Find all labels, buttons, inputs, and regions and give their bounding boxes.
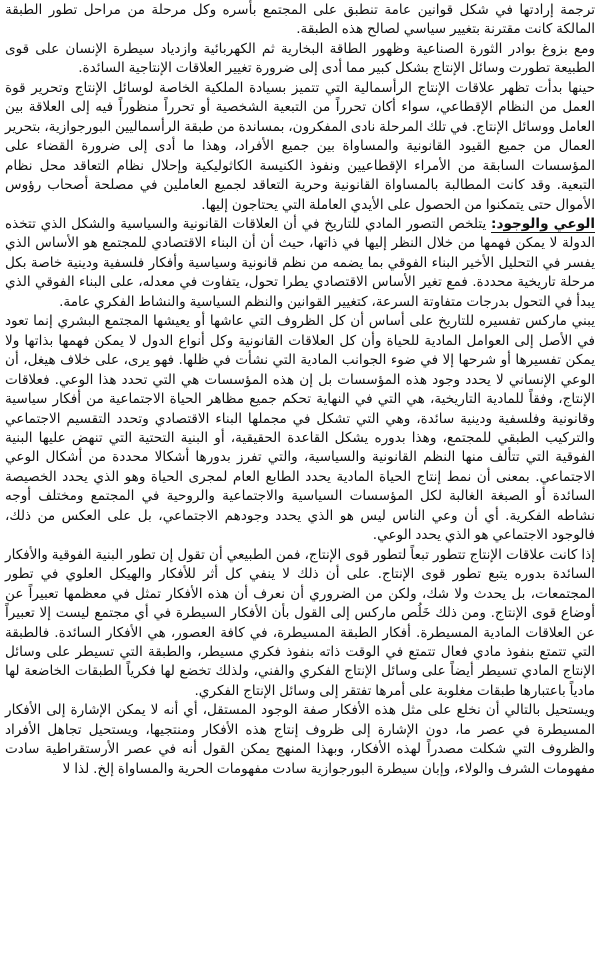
paragraph-1-text: ترجمة إرادتها في شكل قوانين عامة تنطبق على المجتمع بأسره وكل مرحلة من مراحل تطور الطبقة المالكة كانت مقترنة بتغيير سياسي لصالح هذه الطبقة. (5, 2, 595, 38)
paragraph-1 (5, 1, 595, 40)
paragraph-3-text: حينها بدأت تظهر علاقات الإنتاج الرأسمالية التي تتميز بسيادة الملكية الخاصة لوسائل الإنتاج وتحرير قوة العمل من النظام الإقطاعي، سواء أكان تحرراً من التبعية الشخصية أو تحرراً منظوراً فيه إلى العلاقة بين العامل ووسائل الإنتاج. في تلك المرحلة نادى المفكرون، بمساندة من طبقة الرأسماليين البورجوازية، بتحرير العمال من جميع القيود القانونية والمساواة بين جميع الأفراد، وهذا ما أدى إلى ضرورة القضاء على المؤسسات السابقة من الأمراء الإقطاعيين ونفوذ الكنيسة الكاثوليكية وإحلال نظام التعاقد محل نظام التبعية. وقد كانت المطالبة بالمساواة القانونية وحرية التعاقد لجميع العاملين في مصلحة أصحاب رؤوس الأموال حتى يتمكنوا من الحصول على الأيدي العاملة التي يحتاجون إليها. (5, 79, 595, 213)
document-page (5, 1, 595, 779)
paragraph-7 (5, 701, 595, 779)
paragraph-7-text: ويستحيل بالتالي أن نخلع على مثل هذه الأفكار صفة الوجود المستقل، أي أنه لا يمكن الإشارة إلى الأفكار المسيطرة في عصر ما، دون الإشارة إلى ظروف إنتاج هذه الأفكار ومنتجيها، ويستحيل تجاهل الأفراد والظروف التي شكلت مصدراً لهذه الأفكار، وبهذا المنهج يمكن القول أنه في عصر الأرستقراطية سادت مفهومات الشرف والولاء، وإبان سيطرة البورجوازية سادت مفهومات الحرية والمساواة إلخ. لذا لا (5, 702, 595, 777)
paragraph-6 (5, 546, 595, 702)
paragraph-2-text: ومع بزوغ بوادر الثورة الصناعية وظهور الطاقة البخارية ثم الكهربائية وازدياد سيطرة الإنسان على قوى الطبيعة تطورت وسائل الإنتاج بشكل كبير مما أدى إلى ضرورة تغيير العلاقات الإنتاجية السائدة. (5, 40, 595, 77)
section-heading-consciousness-existence: الوعي والوجود: (491, 215, 596, 232)
paragraph-2 (5, 40, 595, 79)
paragraph-5-text: يبني ماركس تفسيره للتاريخ على أساس أن كل الظروف التي عاشها أو يعيشها المجتمع البشري إنما تعود في الأصل إلى العوامل المادية للحياة وأن كل العلاقات القانونية وكل أنواع الدول لا يمكن فهمها بذاتها ولا يمكن تفسيرها أو شرحها إلا في ضوء الجوانب المادية التي نشأت في ظلها. فهو يرى، على خلاف هيغل، أن الوعي الإنساني لا يحدد وجود هذه المؤسسات بل إن هذه المؤسسات هي التي تحدد هذا الوعي. فعلاقات الإنتاج، وفقاً للمادية التاريخية، هي التي في النهاية تحكم جميع مظاهر الحياة الاجتماعية من أفكار سياسية وقانونية وفلسفية ودينية سائدة، وهي التي تشكل في مجملها البناء الاقتصادي وتحدد التقسيم الاجتماعي والتركيب الطبقي للمجتمع، وهذا بدوره يشكل القاعدة الحقيقية، أو البنية التحتية التي تنهض عليها البنية الفوقية التي تتألف منها النظم القانونية والسياسية، والتي تفرز بدورها أشكالا محددة من أشكال الوعي الاجتماعي. بمعنى أن نمط إنتاج الحياة المادية يحدد الطابع العام لمجرى الحياة وهو الذي يحدد الخصيصة السائدة أو الصبغة الغالبة لكل المؤسسات السياسية والاجتماعية والروحية في المجتمع ومختلف أوجه نشاطه الفكرية. أي أن وعي الناس ليس هو الذي يحدد وجودهم الاجتماعي، بل على العكس من ذلك، فالوجود الاجتماعي هو الذي يحدد الوعي. (5, 313, 595, 544)
paragraph-3 (5, 79, 595, 215)
paragraph-4 (5, 215, 595, 312)
paragraph-6-text: إذا كانت علاقات الإنتاج تتطور تبعاً لتطور قوى الإنتاج، فمن الطبيعي أن تقول إن تطور البنية الفوقية والأفكار السائدة بدوره يتبع تطور قوى الإنتاج. على أن ذلك لا ينفي كل أثر للأفكار والهيكل العلوي في تطور المجتمعات، بل يحدث ولا شك، ولكن من الضروري أن نعرف أن هذه الأفكار تمثل في معظمها تعبيراً عن أوضاع قوى الإنتاج. ومن ذلك خَلُص ماركس إلى القول بأن الأفكار السيطرة في أي مجتمع ليست إلا تعبيراً عن العلاقات المادية المسيطرة. أفكار الطبقة المسيطرة، في كافة العصور، هي الأفكار السائدة. فالطبقة التي تتمتع بنفوذ مادي فعال تتمتع في الوقت ذاته بنفوذ فكري مسيطر، والطبقة التي تسيطر على وسائل الإنتاج المادي تسيطر أيضاً على وسائل الإنتاج الفكري والفني، ولذلك تخضع لها فكرياً الطبقات الخاضعة لها مادياً باعتبارها طبقات مغلوبة على أمرها تفتقر إلى وسائل الإنتاج الفكري. (5, 546, 595, 699)
paragraph-5 (5, 312, 595, 545)
paragraph-4-text: يتلخص التصور المادي للتاريخ في أن العلاقات القانونية والسياسية والشكل الذي تتخذه الدولة لا يمكن فهمها من خلال النظر إليها في ذاتها، حيث أن أن البناء الاقتصادي للمجتمع هو الأساس الذي يفسر في التحليل الأخير البناء الفوقي بما يضمه من نظم قانونية وسياسية وأفكار فلسفية ودينية خاصة بكل مرحلة تاريخية محددة. فمع تغير الأساس الاقتصادي يطرا تحول، يتفاوت في معدله، على البناء الفوقي الذي يبدأ في التحول بدرجات متفاوتة السرعة، كتغيير القوانين والنظم السياسية والنشاط الفكري عامة. (5, 215, 595, 310)
